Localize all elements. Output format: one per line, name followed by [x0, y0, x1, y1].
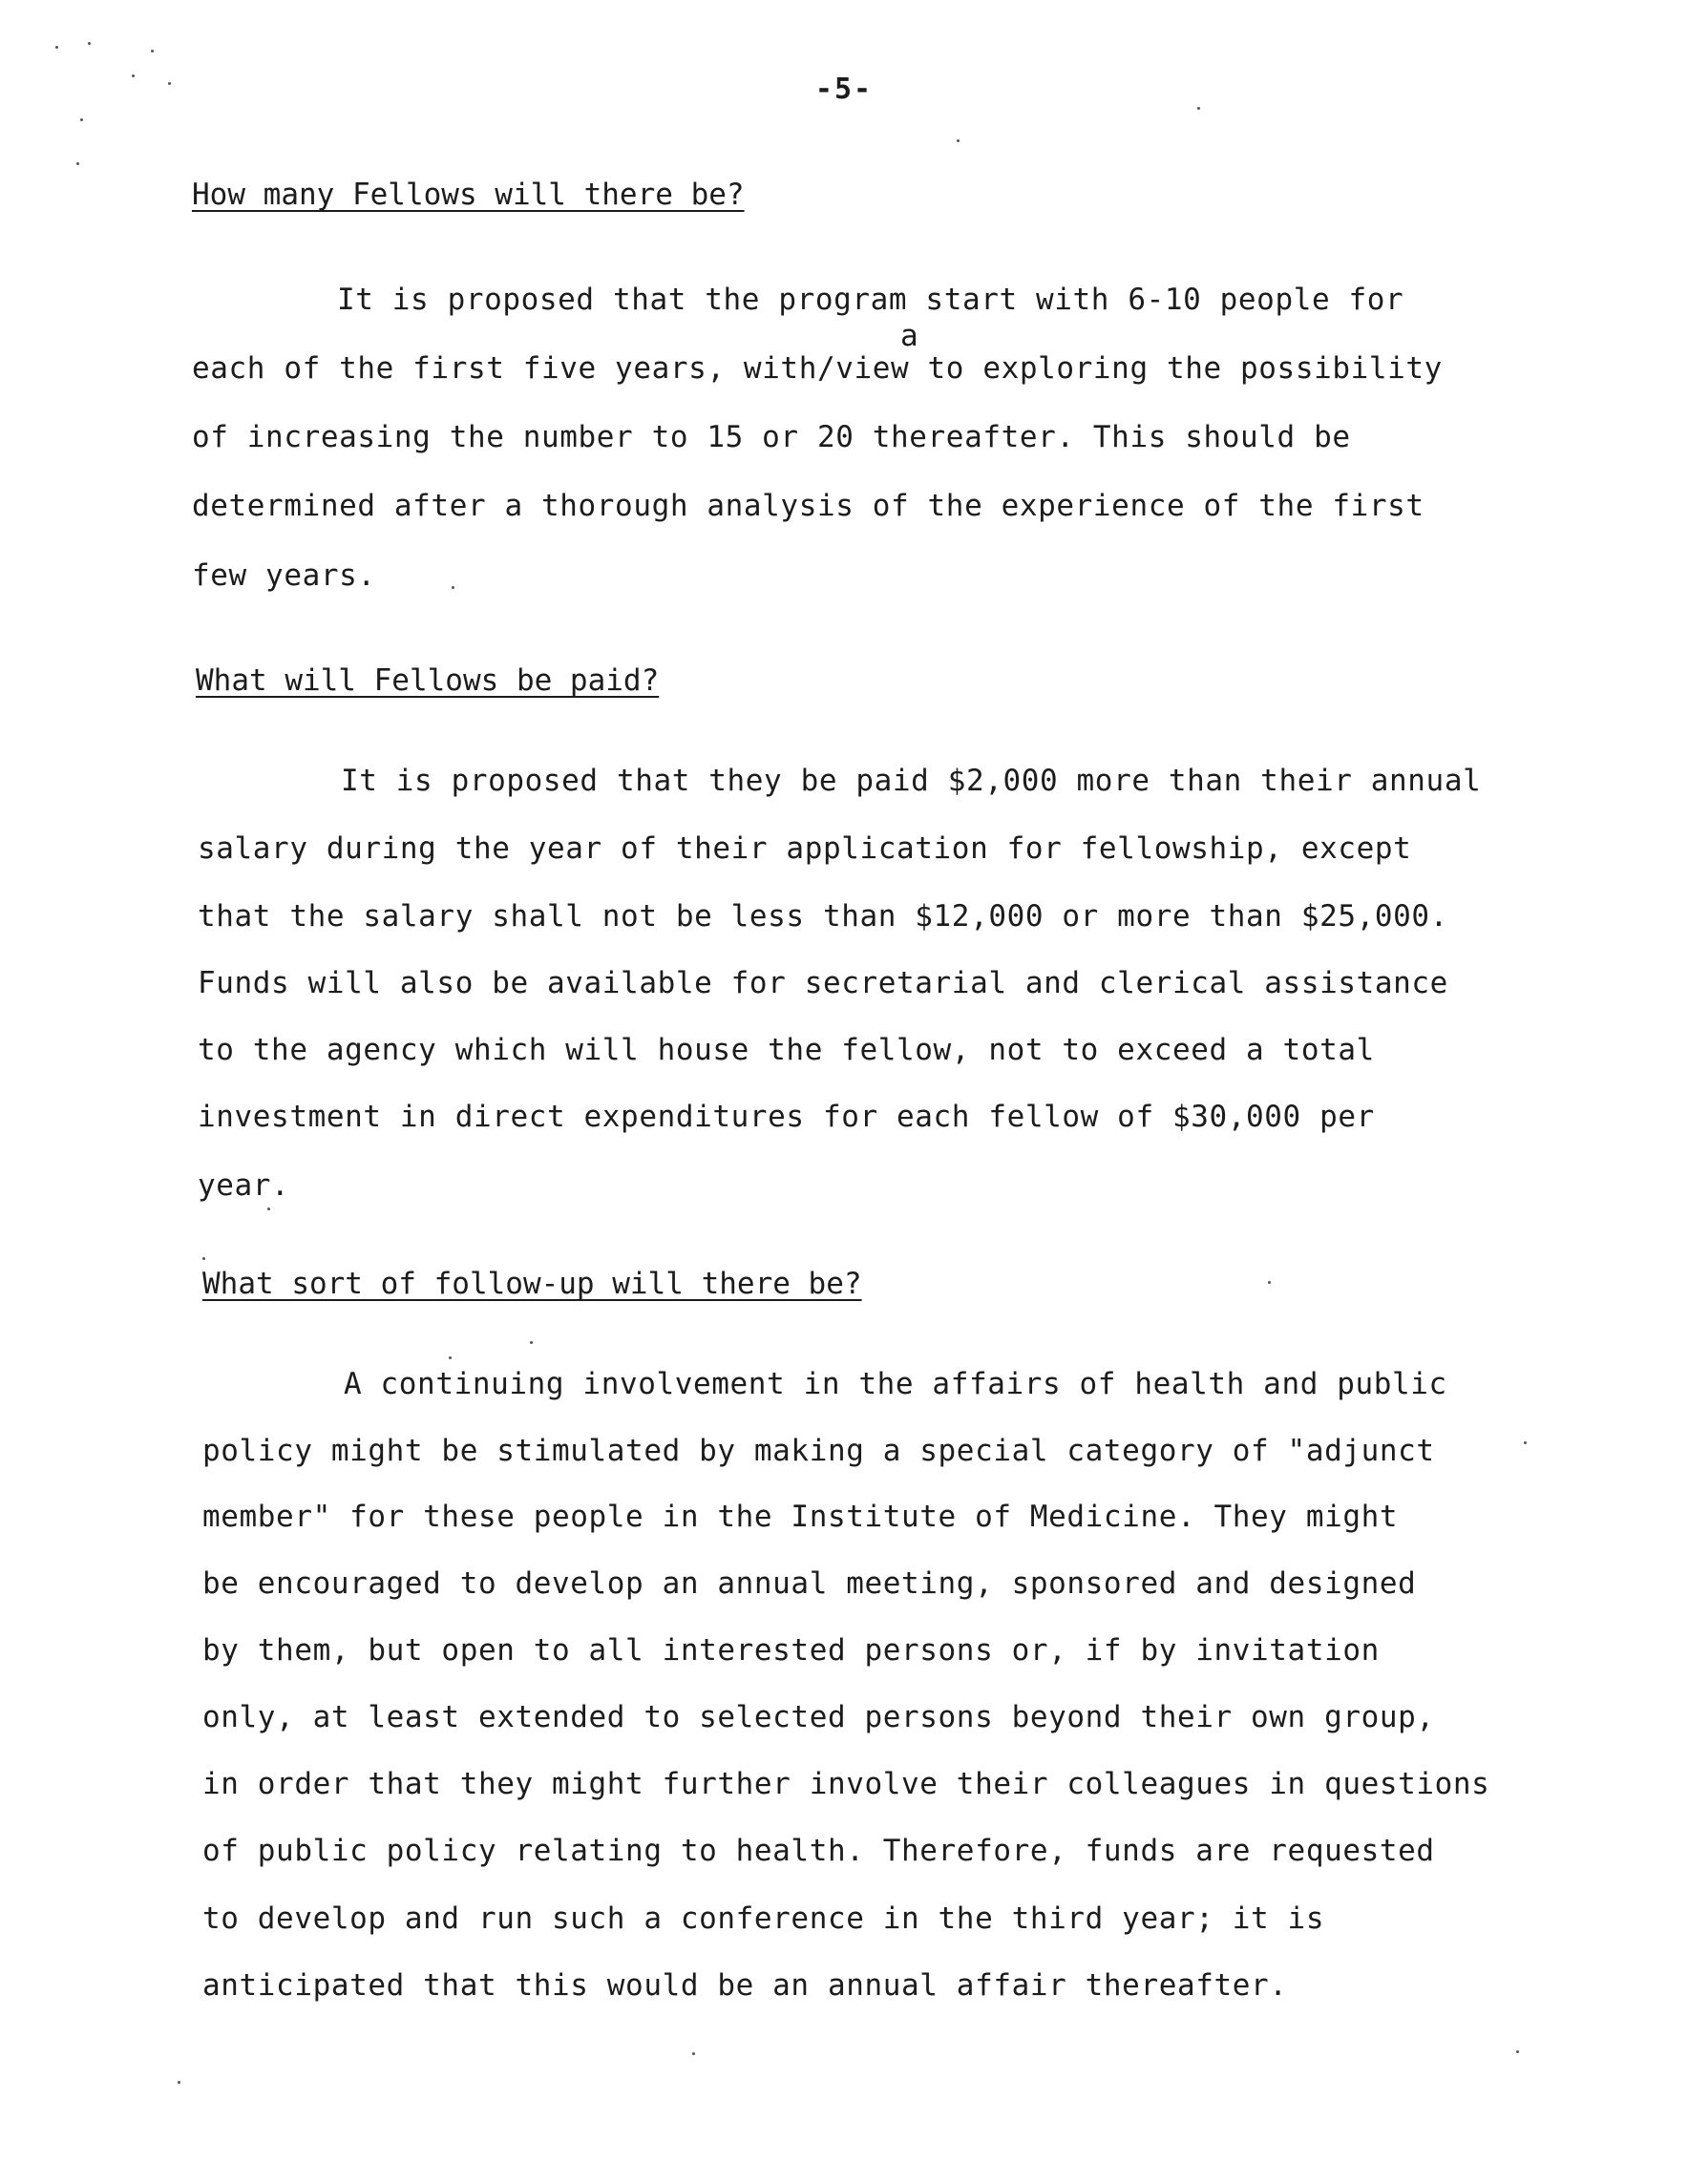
paragraph-line: It is proposed that they be paid $2,000 more than their annual	[341, 764, 1482, 798]
scan-speck	[957, 139, 960, 142]
scan-speck	[88, 42, 91, 45]
scan-speck	[449, 1356, 452, 1359]
paragraph-line: each of the first five years, with/view to exploring the possibility	[192, 351, 1443, 386]
paragraph-line: determined after a thorough analysis of the experience of the first	[192, 489, 1424, 523]
paragraph-line: anticipated that this would be an annual affair thereafter.	[202, 1968, 1288, 2003]
scan-speck	[452, 586, 454, 589]
paragraph-line: of increasing the number to 15 or 20 thereafter. This should be	[192, 420, 1351, 454]
section-heading-how-many-fellows: How many Fellows will there be?	[192, 178, 745, 212]
scan-speck	[178, 2081, 180, 2084]
paragraph-line: policy might be stimulated by making a special category of "adjunct	[202, 1434, 1435, 1468]
paragraph-line: member" for these people in the Institute of Medicine. They might	[202, 1500, 1399, 1534]
paragraph-line: salary during the year of their application for fellowship, except	[198, 831, 1412, 866]
scan-speck	[267, 1208, 270, 1210]
page-number: -5-	[814, 73, 874, 106]
paragraph-line: be encouraged to develop an annual meeting, sponsored and designed	[202, 1566, 1417, 1601]
paragraph-line: It is proposed that the program start with 6-10 people for	[337, 283, 1404, 317]
paragraph-line: few years.	[192, 558, 376, 593]
paragraph-line: that the salary shall not be less than $12,000 or more than $25,000.	[198, 899, 1448, 934]
scan-speck	[1516, 2050, 1519, 2053]
scan-speck	[168, 82, 171, 85]
scan-speck	[76, 162, 79, 165]
paragraph-line: only, at least extended to selected persons beyond their own group,	[202, 1700, 1435, 1734]
paragraph-line: year.	[198, 1168, 290, 1203]
scan-speck	[55, 46, 58, 49]
scan-speck	[1197, 107, 1200, 110]
paragraph-line: investment in direct expenditures for each fellow of $30,000 per	[198, 1100, 1375, 1134]
section-heading-what-paid: What will Fellows be paid?	[196, 663, 660, 698]
insert-mark: a	[900, 319, 918, 353]
paragraph-line: Funds will also be available for secretarial and clerical assistance	[198, 966, 1448, 1000]
paragraph-line: to the agency which will house the fellow, not to exceed a total	[198, 1033, 1375, 1067]
scan-speck	[80, 118, 83, 121]
scan-speck	[151, 50, 154, 52]
scan-speck	[692, 2052, 695, 2055]
paragraph-line: of public policy relating to health. Therefore, funds are requested	[202, 1834, 1435, 1868]
scan-speck	[1524, 1441, 1527, 1444]
paragraph-line: A continuing involvement in the affairs of health and public	[344, 1367, 1447, 1401]
scan-speck	[1268, 1281, 1271, 1284]
scan-speck	[132, 74, 135, 77]
scan-speck	[202, 1257, 205, 1260]
paragraph-line: by them, but open to all interested persons or, if by invitation	[202, 1633, 1380, 1668]
scan-speck	[530, 1341, 533, 1344]
paragraph-line: in order that they might further involve their colleagues in questions	[202, 1767, 1490, 1801]
paragraph-line: to develop and run such a conference in the third year; it is	[202, 1901, 1325, 1936]
section-heading-follow-up: What sort of follow-up will there be?	[202, 1267, 862, 1301]
